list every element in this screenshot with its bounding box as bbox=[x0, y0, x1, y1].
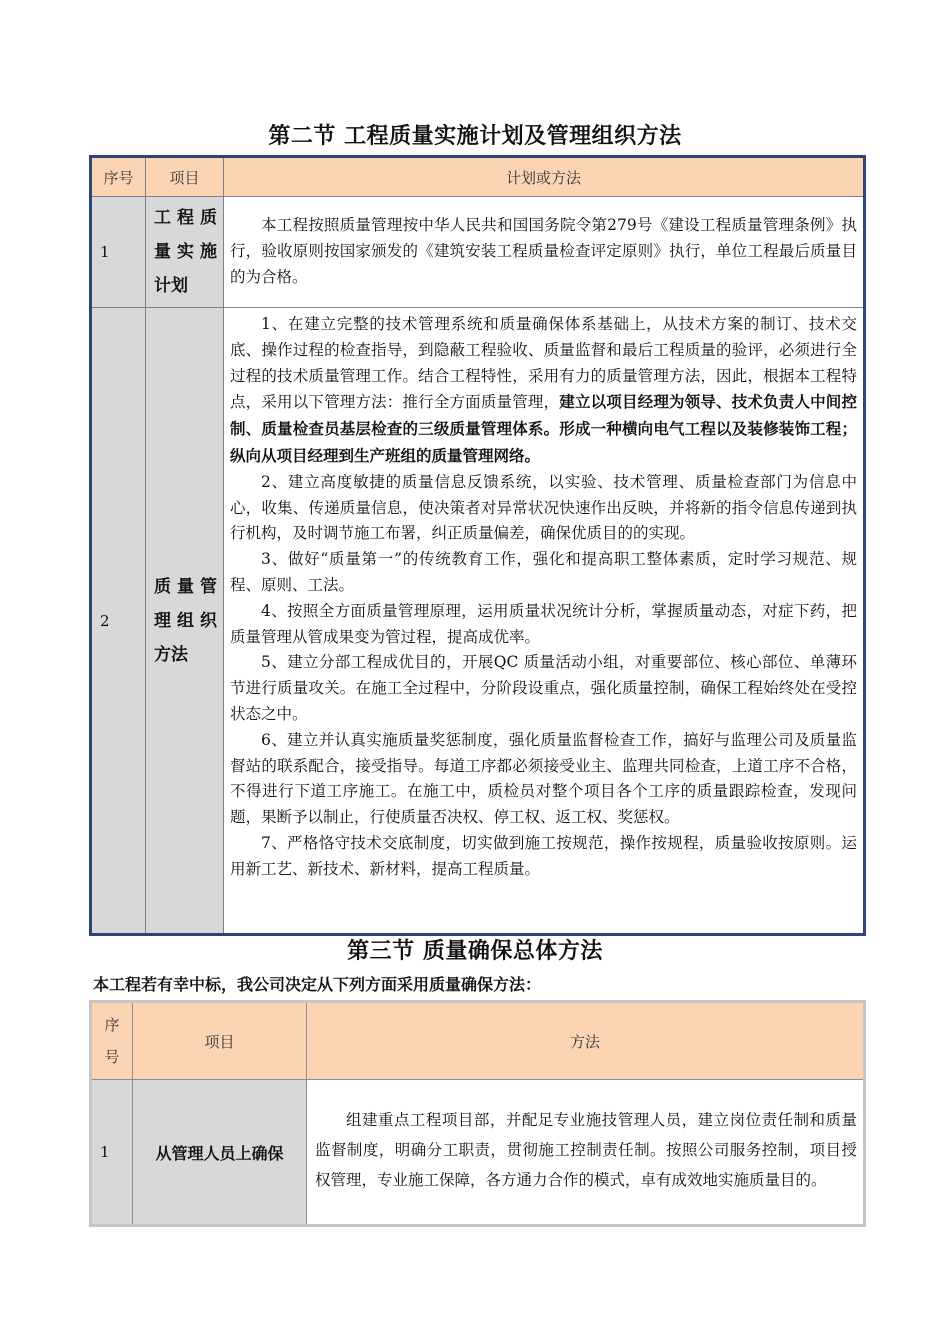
header-no-line2: 号 bbox=[104, 1048, 120, 1066]
header-method: 计划或方法 bbox=[224, 157, 865, 197]
header-no-line1: 序 bbox=[104, 1016, 120, 1034]
method-paragraph: 本工程按照质量管理按中华人民共和国国务院令第279号《建设工程质量管理条例》执行，验收原则按国家颁发的《建筑安装工程质量检查评定原则》执行，单位工程最后质量目的为合格。 bbox=[230, 216, 857, 286]
section3-intro: 本工程若有幸中标，我公司决定从下列方面采用质量确保方法： bbox=[93, 975, 542, 994]
row-no: 2 bbox=[91, 308, 146, 935]
row-method bbox=[307, 1080, 865, 1226]
method-paragraph: 5、建立分部工程成优目的，开展QC 质量活动小组，对重要部位、核心部位、单薄环节进行质量攻关。在施工全过程中，分阶段设重点，强化质量控制，确保工程始终处在受控状态之中。 bbox=[230, 653, 857, 723]
row-method bbox=[224, 308, 865, 935]
method-paragraph: 7、严格恪守技术交底制度，切实做到施工按规范，操作按规程，质量验收按原则。运用新工艺、新技术、新材料，提高工程质量。 bbox=[230, 833, 857, 878]
method-paragraph: 4、按照全方面质量管理原理，运用质量状况统计分析，掌握质量动态，对症下药，把质量管理从管成果变为管过程，提高成优率。 bbox=[230, 601, 857, 646]
header-no: 序号 bbox=[91, 157, 146, 197]
method-paragraph: 2、建立高度敏捷的质量信息反馈系统，以实验、技术管理、质量检查部门为信息中心，收集、传递质量信息，使决策者对异常状况快速作出反映，并将新的指令信息传递到执行机构，及时调节施工布署，纠正质量偏差，确保优质目的的实现。 bbox=[230, 472, 857, 543]
header-item: 项目 bbox=[146, 157, 224, 197]
table-header-row bbox=[91, 1002, 865, 1080]
table-header-row bbox=[91, 157, 865, 197]
table-row bbox=[91, 1080, 865, 1226]
header-item: 项目 bbox=[133, 1002, 307, 1080]
quality-assurance-table bbox=[89, 1000, 866, 1227]
table-row bbox=[91, 308, 865, 935]
row-item: 从管理人员上确保 bbox=[133, 1080, 307, 1226]
method-paragraph: 3、做好“质量第一”的传统教育工作，强化和提高职工整体素质，定时学习规范、规程、原则、工法。 bbox=[230, 550, 857, 594]
method-paragraph: 组建重点工程项目部，并配足专业施技管理人员，建立岗位责任制和质量监督制度，明确分工职责，贯彻施工控制责任制。按照公司服务控制，项目授权管理，专业施工保障，各方通力合作的模式，卓有成效地实施质量目的。 bbox=[315, 1111, 857, 1189]
row-method bbox=[224, 197, 865, 308]
method-paragraph: 6、建立并认真实施质量奖惩制度，强化质量监督检查工作，搞好与监理公司及质量监督站的联系配合，接受指导。每道工序都必须接受业主、监理共同检查，上道工序不合格，不得进行下道工序施工。在施工中，质检员对整个项目各个工序的质量跟踪检查，发现问题，果断予以制止，行使质量否决权、停工权、返工权、奖惩权。 bbox=[230, 730, 857, 827]
section2-title: 第二节 工程质量实施计划及管理组织方法 bbox=[268, 124, 682, 149]
table-row bbox=[91, 197, 865, 308]
row-item: 质量管理组织方法 bbox=[146, 308, 224, 935]
section3-title: 第三节 质量确保总体方法 bbox=[347, 939, 603, 964]
header-method: 方法 bbox=[307, 1002, 865, 1080]
row-no: 1 bbox=[91, 197, 146, 308]
quality-plan-table bbox=[89, 155, 866, 936]
method-text-bold: 建立以项目经理为领导、技术负责人中间控制、质量检查员基层检查的三级质量管理体系。形成一种横向电气工程以及装修装饰工程；纵向从项目经理到生产班组的质量管理网络。 bbox=[230, 392, 857, 465]
row-no: 1 bbox=[91, 1080, 133, 1226]
method-text: 1、在建立完整的技术管理系统和质量确保体系基础上，从技术方案的制订、技术交底、操作过程的检查指导，到隐蔽工程验收、质量监督和最后工程质量的验评，必须进行全过程的技术质量管理工作。结合工程特性，采用有力的质量管理方法，因此，根据本工程特点，采用以下管理方法：推行全方面质量管理， bbox=[230, 315, 857, 412]
row-item: 工程质量实施计划 bbox=[146, 197, 224, 308]
header-no bbox=[91, 1002, 133, 1080]
method-paragraph bbox=[230, 312, 857, 470]
